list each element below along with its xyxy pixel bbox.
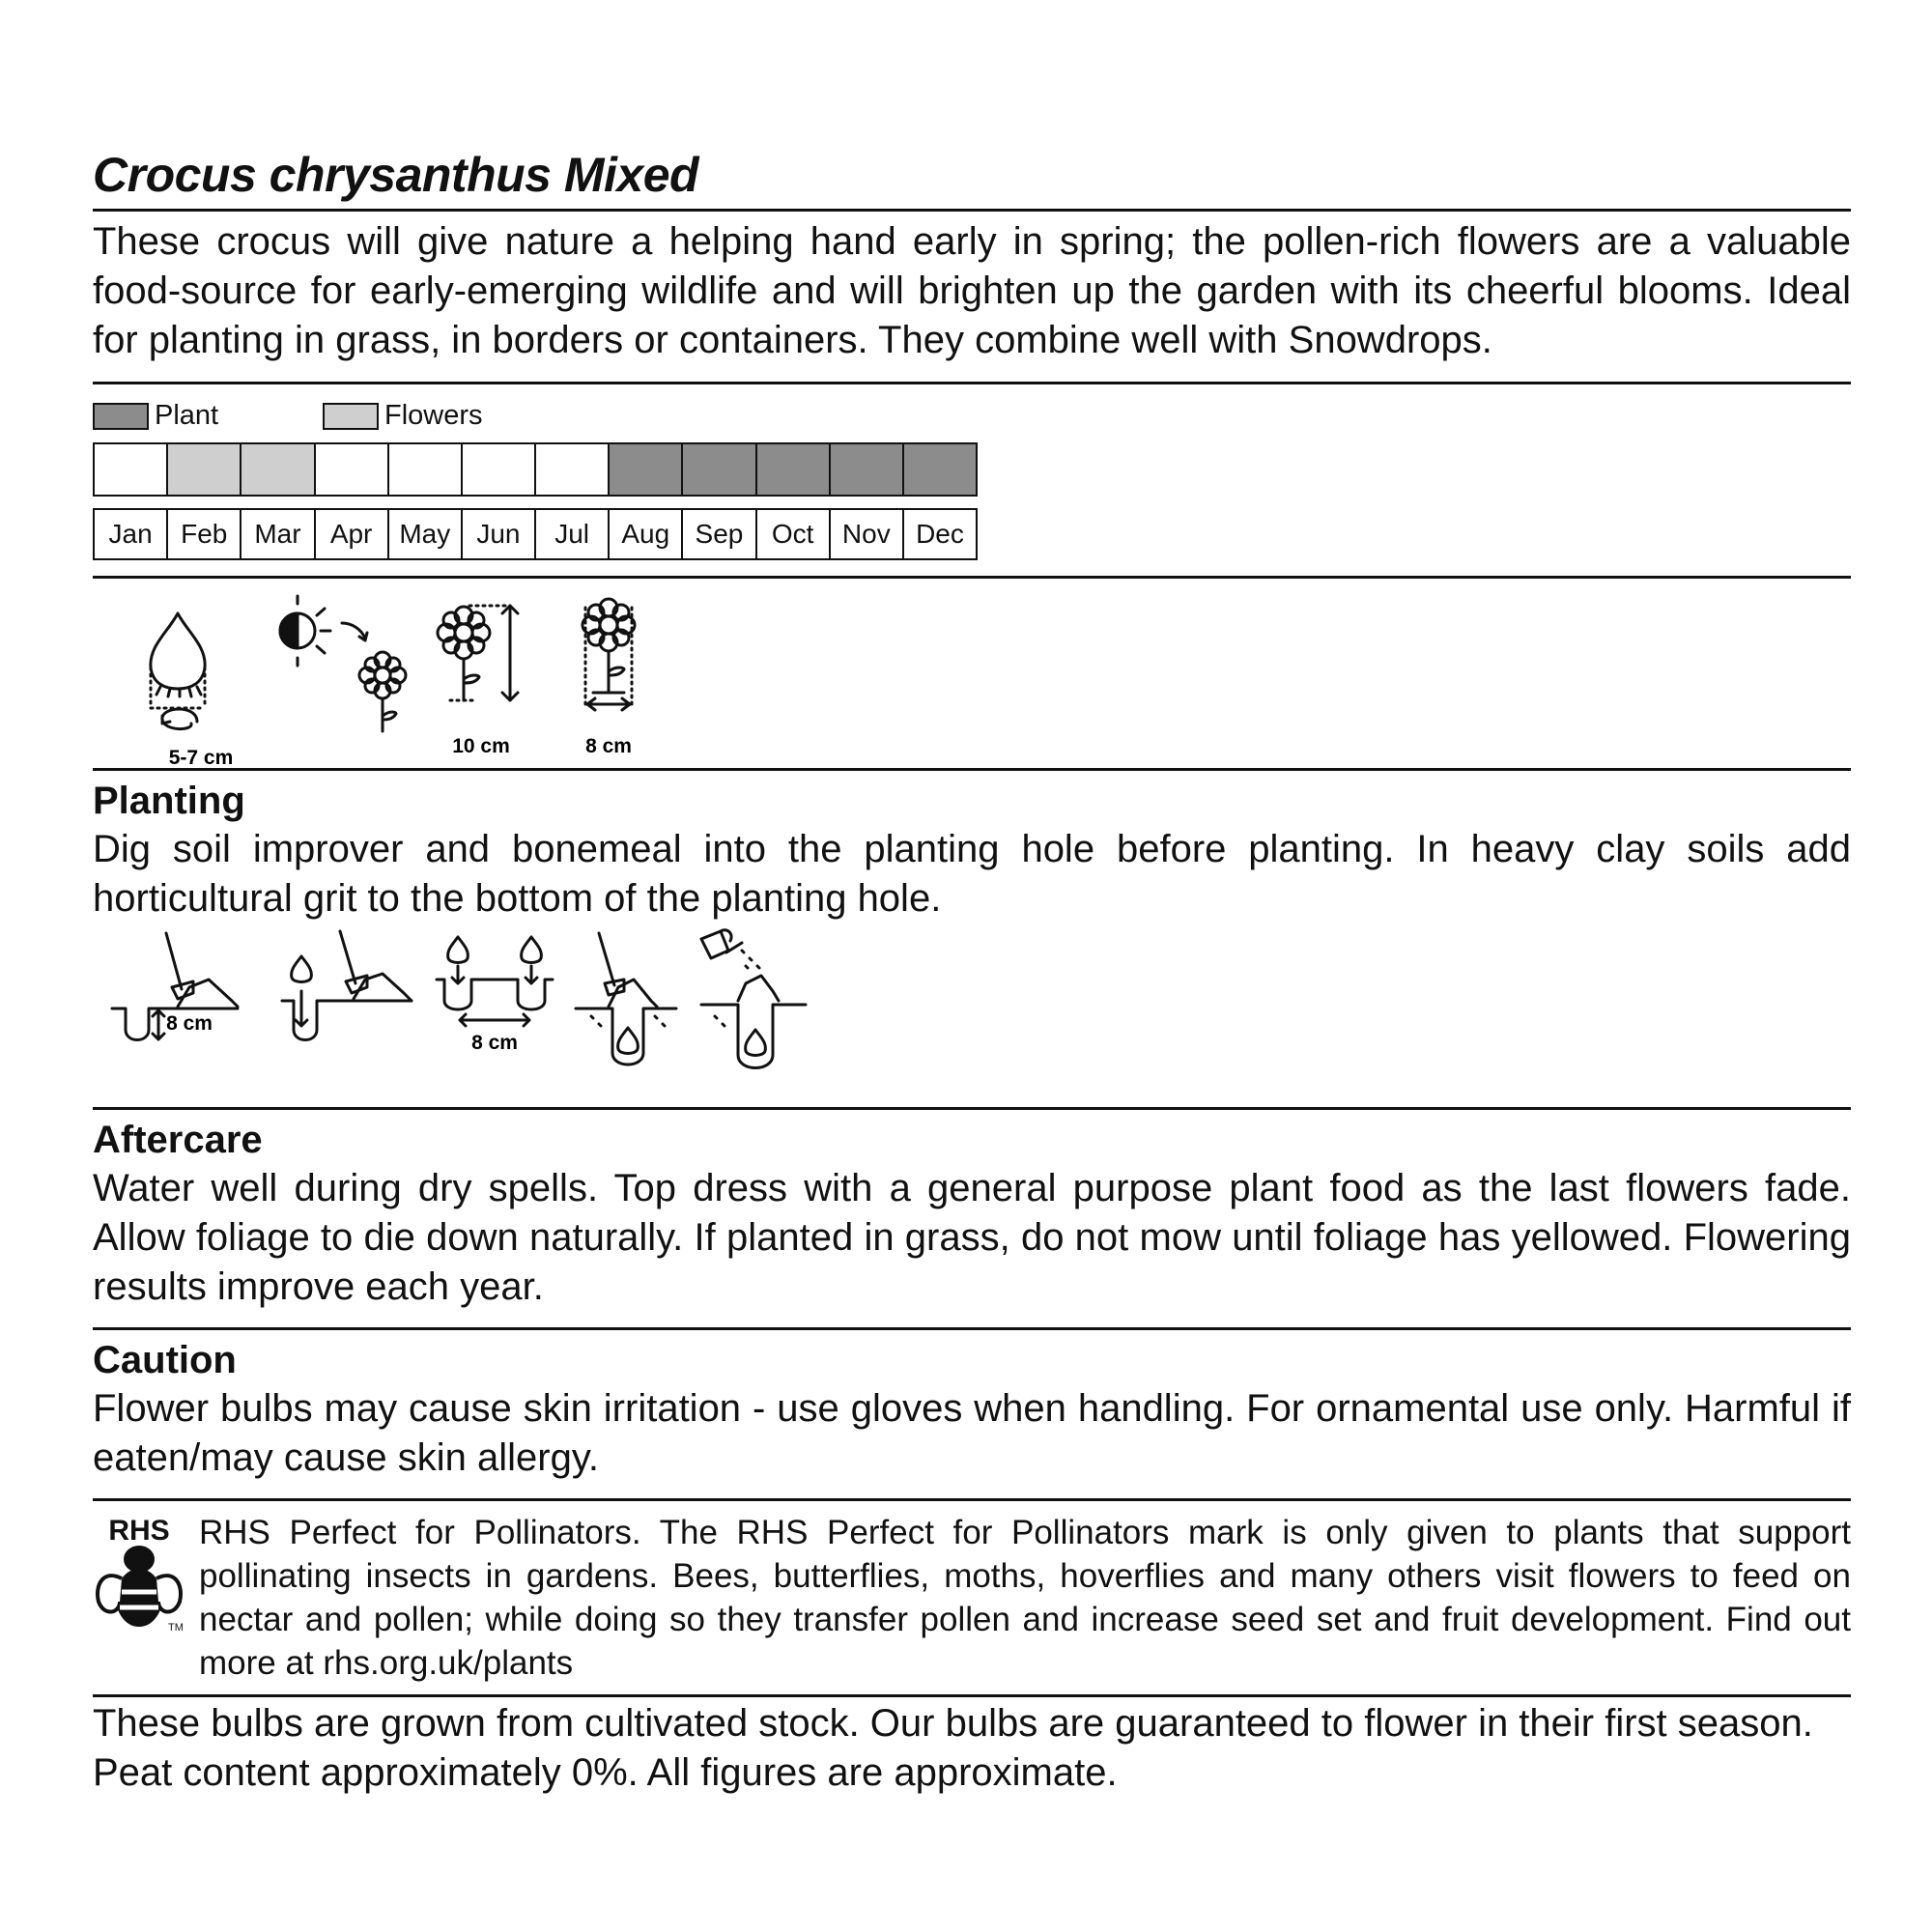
caution-heading: Caution <box>93 1339 237 1381</box>
calendar-legend <box>93 384 1851 442</box>
caution-text: Flower bulbs may cause skin irritation - use gloves when handling. For ornamental use only. Harmful if eaten/may cause skin allergy. <box>93 1387 1851 1479</box>
plant-height-icon <box>438 606 518 700</box>
planting-steps-svg <box>93 923 866 1107</box>
plant-swatch <box>93 403 149 430</box>
plant-spacing-icon <box>582 599 635 710</box>
calendar-month-apr: Apr <box>316 510 389 558</box>
bulb-spacing-icon <box>437 937 553 1026</box>
water-bulb-icon <box>701 930 806 1068</box>
step-spacing-label: 8 cm <box>471 1032 518 1054</box>
aftercare-text: Water well during dry spells. Top dress with a general purpose plant food as the last flowers fade. Allow foliage to die down naturally. If planted in grass, do not mow until foliage has yellowed. Flowering results improve each year. <box>93 1167 1851 1308</box>
calendar-status-jun <box>463 444 536 495</box>
planting-calendar <box>93 442 978 560</box>
divider <box>93 1498 1851 1501</box>
rhs-lead: RHS Perfect for Pollinators <box>199 1514 632 1551</box>
rhs-logo <box>93 1511 199 1685</box>
calendar-month-row <box>93 508 978 560</box>
planting-depth-icon <box>151 613 205 729</box>
calendar-status-sep <box>683 444 756 495</box>
calendar-month-sep: Sep <box>683 510 756 558</box>
height-label: 10 cm <box>452 735 510 757</box>
footer-text: These bulbs are grown from cultivated stock. Our bulbs are guaranteed to flower in their first season. Peat content approximately 0%. All figures are approximate. <box>93 1702 1813 1794</box>
calendar-status-oct <box>757 444 831 495</box>
flowers-swatch <box>323 403 379 430</box>
calendar-status-mar <box>242 444 315 495</box>
calendar-status-may <box>389 444 463 495</box>
divider <box>93 1327 1851 1330</box>
packet-back <box>93 145 1851 1798</box>
intro-text: These crocus will give nature a helping hand early in spring; the pollen-rich flowers are a valuable food-source for early-emerging wildlife and will brighten up the garden with its cheerful blooms. Ideal for planting in grass, in borders or containers. They combine well with Snowdrops. <box>93 220 1851 361</box>
divider <box>93 1694 1851 1697</box>
calendar-status-apr <box>316 444 389 495</box>
rhs-logo-text: RHS <box>108 1515 170 1547</box>
rhs-tm: TM <box>168 1622 184 1634</box>
product-title: Crocus chrysanthus Mixed <box>93 148 699 202</box>
step-depth-label: 8 cm <box>166 1012 213 1035</box>
plant-info-icons <box>93 579 1851 768</box>
calendar-month-jul: Jul <box>536 510 610 558</box>
legend-flowers-label: Flowers <box>384 400 483 431</box>
calendar-month-mar: Mar <box>242 510 315 558</box>
planting-heading: Planting <box>93 780 245 822</box>
spacing-label: 8 cm <box>585 735 632 757</box>
divider <box>93 768 1851 771</box>
calendar-status-nov <box>831 444 904 495</box>
calendar-status-row <box>93 442 978 497</box>
rhs-bee-logo <box>93 1511 189 1646</box>
add-bulb-icon <box>282 931 412 1040</box>
calendar-status-dec <box>904 444 976 495</box>
sun-partial-shade-icon <box>280 596 406 731</box>
divider <box>93 1107 1851 1110</box>
rhs-link[interactable]: rhs.org.uk/plants <box>323 1644 574 1682</box>
calendar-month-feb: Feb <box>168 510 242 558</box>
calendar-month-aug: Aug <box>610 510 683 558</box>
rhs-text <box>199 1511 1851 1685</box>
aftercare-heading: Aftercare <box>93 1119 263 1161</box>
rhs-pollinators-section <box>93 1511 1851 1685</box>
calendar-month-nov: Nov <box>831 510 904 558</box>
calendar-month-jan: Jan <box>95 510 168 558</box>
calendar-month-may: May <box>389 510 463 558</box>
rhs-body: . The RHS Perfect for Pollinators mark is only given to plants that support pollinating insects in gardens. Bees, butterflies, moths, hoverflies and many others visit flowers to feed on nectar and pollen; while doing so they transfer pollen and increase seed set and fruit development. Find out more at <box>199 1514 1851 1682</box>
calendar-month-jun: Jun <box>463 510 536 558</box>
planting-text: Dig soil improver and bonemeal into the planting hole before planting. In heavy clay soils add horticultural grit to the bottom of the planting hole. <box>93 828 1851 920</box>
legend-plant-label: Plant <box>155 400 219 431</box>
legend-flowers <box>323 400 483 432</box>
legend-plant <box>93 400 218 432</box>
calendar-month-oct: Oct <box>757 510 831 558</box>
calendar-month-dec: Dec <box>916 519 964 549</box>
calendar-status-feb <box>168 444 242 495</box>
calendar-status-aug <box>610 444 683 495</box>
plant-info-svg <box>93 579 769 768</box>
calendar-status-jan <box>95 444 168 495</box>
depth-label: 5-7 cm <box>168 747 234 768</box>
divider <box>93 209 1851 212</box>
bee-icon <box>98 1548 181 1625</box>
cover-bulb-icon <box>576 933 676 1065</box>
planting-steps-icons <box>93 923 1851 1107</box>
calendar-status-jul <box>536 444 610 495</box>
